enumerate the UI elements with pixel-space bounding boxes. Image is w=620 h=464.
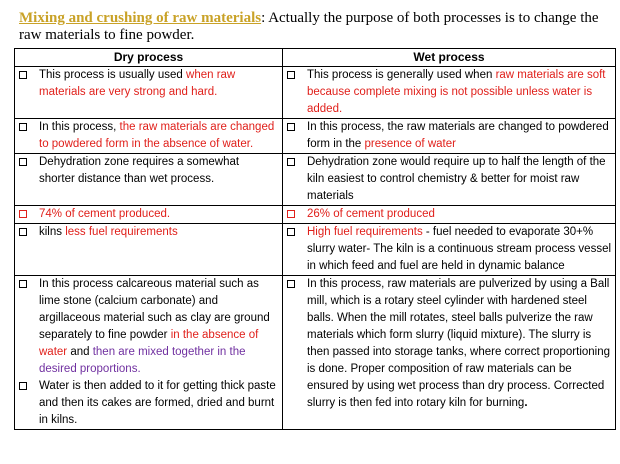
checkbox-bullet-icon [17, 119, 33, 153]
bullet-item [285, 206, 611, 223]
section-heading: Mixing and crushing of raw materials [19, 10, 262, 26]
bullet-text [33, 224, 278, 241]
table-row [15, 224, 616, 276]
bullet-text [33, 378, 278, 429]
bullet-item [17, 67, 278, 101]
bullet-text [301, 206, 611, 223]
text-segment: In this process calcareous material such as lime stone (calcium carbonate) and argillaceous material such as clay are ground separately to fine powder [39, 278, 270, 341]
bullet-item [17, 276, 278, 378]
bullet-item [17, 378, 278, 429]
highlighted-text-red: 26% of cement produced [307, 208, 435, 220]
checkbox-bullet-icon [17, 224, 33, 241]
bullet-item [17, 224, 278, 241]
bullet-text [301, 224, 611, 275]
wet-process-cell [283, 206, 616, 224]
highlighted-text-red: in the absence of water [39, 329, 259, 358]
dry-process-cell [15, 67, 283, 119]
checkbox-bullet-icon [285, 154, 301, 205]
dry-process-cell [15, 206, 283, 224]
highlighted-text-bold: . [524, 397, 528, 409]
text-segment: In this process, raw materials are pulverized by using a Ball mill, which is a rotary steel cylinder with hardened steel balls. When the mill rotates, steel balls pulverize the raw materials which form slurry (liquid mixture). The slurry is then passed into storage tanks, where correct proportioning is done. Proper composition of raw materials can be ensured by using wet process than dry process. Corrected slurry is then fed into rotary kiln for burning [307, 278, 611, 409]
bullet-item [285, 276, 611, 412]
wet-process-cell [283, 224, 616, 276]
header-dry-process: Dry process [15, 49, 283, 67]
bullet-item [17, 119, 278, 153]
bullet-item [17, 154, 278, 188]
bullet-item [285, 119, 611, 153]
dry-process-cell [15, 119, 283, 154]
bullet-text [301, 276, 611, 412]
bullet-text [33, 67, 278, 101]
text-segment: - fuel needed to evaporate 30+% slurry water- The kiln is a continuous stream process vessel in which feed and fuel are held in dynamic balance [307, 226, 612, 272]
highlighted-text-red: less fuel requirements [65, 226, 178, 238]
intro-text: Actually the purpose of both processes is to change the raw materials to fine powder. [19, 10, 599, 43]
bullet-item [17, 206, 278, 223]
bullet-text [301, 154, 611, 205]
wet-process-cell [283, 119, 616, 154]
text-segment: In this process, the raw materials are changed to powdered form in the [307, 121, 609, 150]
bullet-text [33, 206, 278, 223]
text-segment: and [67, 346, 93, 358]
text-segment: This process is generally used when [307, 69, 496, 81]
heading-colon: : [261, 10, 266, 26]
checkbox-bullet-icon [17, 206, 33, 223]
bullet-text [301, 119, 611, 153]
checkbox-bullet-icon [17, 378, 33, 429]
table-row [15, 276, 616, 430]
bullet-item [285, 224, 611, 275]
highlighted-text-red: High fuel requirements [307, 226, 423, 238]
dry-process-cell [15, 224, 283, 276]
highlighted-text-red: presence of water [364, 138, 456, 150]
checkbox-bullet-icon [285, 206, 301, 223]
bullet-text [301, 67, 611, 118]
dry-process-cell [15, 276, 283, 430]
table-header-row [15, 49, 616, 67]
checkbox-bullet-icon [285, 224, 301, 275]
table-row [15, 119, 616, 154]
bullet-text [33, 119, 278, 153]
text-segment: Dehydration zone requires a somewhat shorter distance than wet process. [39, 156, 240, 185]
header-wet-process: Wet process [283, 49, 616, 67]
wet-process-cell [283, 276, 616, 430]
intro-paragraph [19, 10, 609, 44]
checkbox-bullet-icon [285, 276, 301, 412]
wet-process-cell [283, 67, 616, 119]
comparison-table [14, 48, 616, 430]
checkbox-bullet-icon [285, 119, 301, 153]
highlighted-text-purple: then are mixed together in the desired proportions. [39, 346, 246, 375]
highlighted-text-red: 74% of cement produced. [39, 208, 171, 220]
checkbox-bullet-icon [285, 67, 301, 118]
checkbox-bullet-icon [17, 276, 33, 378]
bullet-text [33, 154, 278, 188]
dry-process-cell [15, 154, 283, 206]
bullet-text [33, 276, 278, 378]
table-body [15, 67, 616, 430]
checkbox-bullet-icon [17, 154, 33, 188]
bullet-item [285, 154, 611, 205]
highlighted-text-red: when raw materials are very strong and hard. [39, 69, 236, 98]
text-segment: This process is usually used [39, 69, 187, 81]
text-segment: In this process, [39, 121, 120, 133]
wet-process-cell [283, 154, 616, 206]
table-row [15, 67, 616, 119]
highlighted-text-red: the raw materials are changed to powdered form in the absence of water. [39, 121, 275, 150]
bullet-item [285, 67, 611, 118]
checkbox-bullet-icon [17, 67, 33, 101]
table-row [15, 154, 616, 206]
table-row [15, 206, 616, 224]
text-segment: kilns [39, 226, 66, 238]
highlighted-text-red: raw materials are soft because complete mixing is not possible unless water is added. [307, 69, 606, 115]
text-segment: Water is then added to it for getting thick paste and then its cakes are formed, dried and burnt in kilns. [39, 380, 276, 426]
text-segment: Dehydration zone would require up to half the length of the kiln easiest to control chemistry & better for moist raw materials [307, 156, 606, 202]
